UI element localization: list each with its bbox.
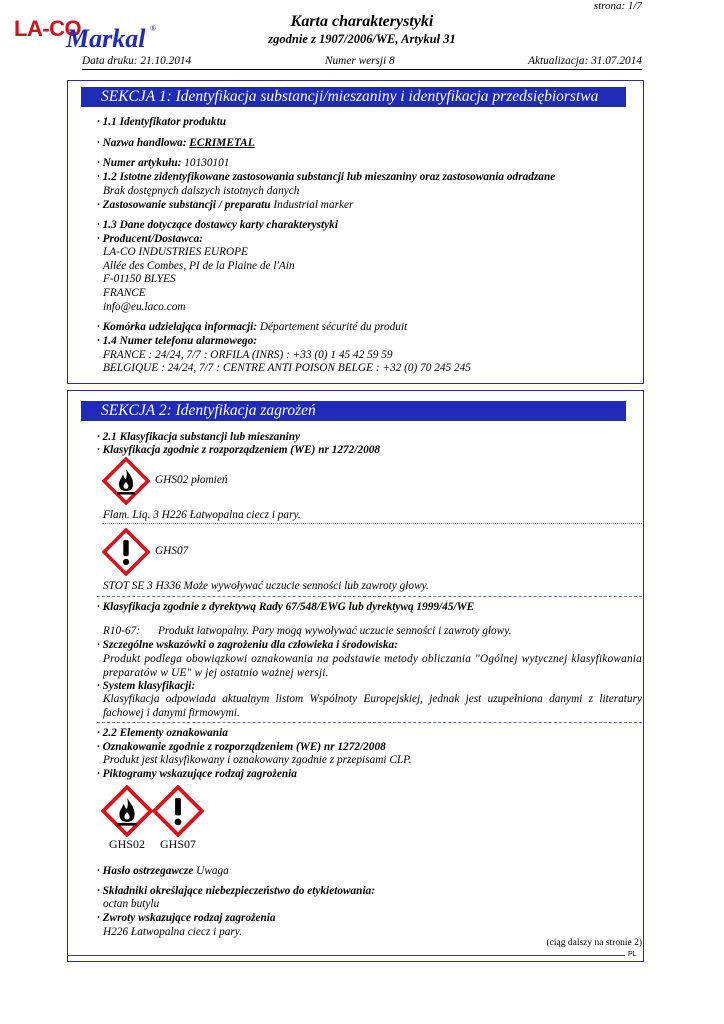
producer-line: FRANCE [103,287,146,299]
section-1-heading: SEKCJA 1: Identyfikacja substancji/mieszaniny i identyfikacja przedsiębiorstwa [81,87,626,107]
ghs02-caption: GHS02 płomień [155,474,228,486]
s2-components-label: · Składniki określające niebezpieczeństwo do etykietowania: [97,885,376,897]
page-number: strona: 1/7 [593,0,642,12]
s2-dsd-label: · Klasyfikacja zgodnie z dyrektywą Rady 67/548/EWG lub dyrektywą 1999/45/WE [97,601,475,613]
s1-product-identifier: · 1.1 Identyfikator produktu [97,116,226,128]
document-title: Karta charakterystyki [290,13,434,30]
s2-clp-marking: · Oznakowanie zgodnie z rozporządzeniem (WE) nr 1272/2008 [97,741,386,753]
continued-note: (ciąg dalszy na stronie 2) [546,938,642,948]
emergency-line: BELGIQUE : 24/24, 7/7 : CENTRE ANTI POISON BELGE : +32 (0) 70 245 245 [103,362,471,374]
section-2-heading: SEKCJA 2: Identyfikacja zagrożeń [81,401,626,421]
s2-hazard-statements-label: · Zwroty wskazujące rodzaj zagrożenia [97,912,276,924]
pictogram-code: GHS02 [109,837,146,851]
stot-classification: STOT SE 3 H336 Może wywoływać uczucie senności lub zawroty głowy. [103,580,429,592]
s1-uses-value: Brak dostępnych dalszych istotnych danych [103,185,300,197]
s1-article-number: · Numer artykułu: 10130101 [97,157,230,169]
dashed-divider [97,722,642,723]
s2-system-text: Klasyfikacja odpowiada aktualnym listom Wspólnoty Europejskiej, jednak jest uzupełniona danymi z literatury fachowej i danymi firmowymi. [103,693,642,719]
s1-info-department: · Komórka udzielająca informacji: Département sécurité du produit [97,321,408,333]
footer-rule [67,955,625,956]
s1-supplier-label: · 1.3 Dane dotyczące dostawcy karty charakterystyki [97,219,338,231]
s2-classification-label: · 2.1 Klasyfikacja substancji lub mieszaniny [97,431,301,443]
producer-line: F-01150 BLYES [103,273,176,285]
producer-line: Allée des Combes, PI de la Plaine de l'Ain [103,260,295,272]
logo-registered: ® [150,24,157,33]
s2-label-elements: · 2.2 Elementy oznakowania [97,727,228,739]
s2-system-label: · System klasyfikacji: [97,680,196,692]
exclamation-icon [152,785,204,837]
s1-uses-label: · 1.2 Istotne zidentyfikowane zastosowania substancji lub mieszaniny oraz zastosowania odradzane [97,171,556,183]
trade-name-value: ECRIMETAL [189,137,255,149]
flame-icon [102,457,150,505]
s2-hazard-statement: H226 Łatwopalna ciecz i pary. [103,926,243,938]
s2-clp-marking-text: Produkt jest klasyfikowany i oznakowany zgodnie z przepisami CLP. [103,754,412,766]
document-subtitle: zgodnie z 1907/2006/WE, Artykuł 31 [268,32,456,46]
pictogram-code: GHS07 [160,837,197,851]
s1-application: · Zastosowanie substancji / preparatu Industrial marker [97,199,354,211]
language-code: PL [628,951,637,958]
s1-emergency-label: · 1.4 Numer telefonu alarmowego: [97,335,258,347]
s2-clp-label: · Klasyfikacja zgodnie z rozporządzeniem (WE) nr 1272/2008 [97,444,381,456]
producer-line: LA-CO INDUSTRIES EUROPE [103,246,248,258]
exclamation-icon [102,528,150,576]
header-rule [82,69,642,70]
logo-laco: LA-CO [14,16,82,41]
version-number: Numer wersji 8 [325,55,395,67]
logo-markal: Markal [66,24,146,53]
flam-liq-classification: Flam. Liq. 3 H226 Łatwopalna ciecz i pary. [103,509,301,521]
r-phrase-code: R10-67: [103,625,141,637]
s2-components-value: octan butylu [103,898,160,910]
update-date: Aktualizacja: 31.07.2014 [528,55,642,67]
s1-producer-label: · Producent/Dostawca: [97,233,204,245]
r-phrase-text: Produkt łatwopalny. Pary mogą wywoływać uczucie senności i zawroty głowy. [158,625,512,637]
s2-signal-word: · Hasło ostrzegawcze Uwaga [97,865,229,877]
dotted-divider [102,523,642,524]
s2-special-text: Produkt podlega obowiązkowi oznakowania na podstawie metody obliczania "Ogólnej wytycznej klasyfikowania preparatów w UE" w jej ostatnio ważnej wersji. [103,653,642,679]
print-date: Data druku: 21.10.2014 [82,55,192,67]
s1-trade-name: · Nazwa handlowa: ECRIMETAL [97,137,255,149]
flame-icon [101,785,153,837]
emergency-line: FRANCE : 24/24, 7/7 : ORFILA (INRS) : +33 (0) 1 45 42 59 59 [103,349,393,361]
dashed-divider [97,596,642,597]
s2-special-label: · Szczególne wskazówki o zagrożeniu dla człowieka i środowiska: [97,639,398,651]
s2-pictogram-label: · Piktogramy wskazujące rodzaj zagrożenia [97,768,297,780]
ghs07-caption: GHS07 [155,545,189,557]
producer-email: info@eu.laco.com [103,301,186,313]
